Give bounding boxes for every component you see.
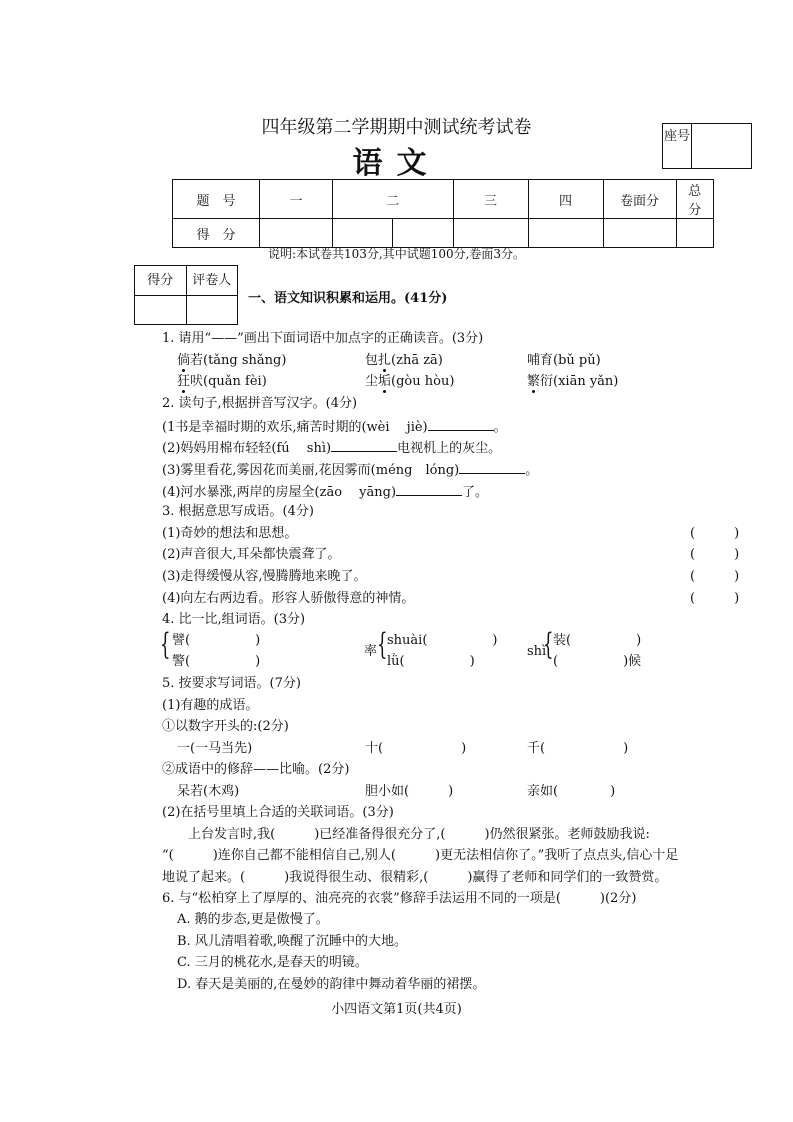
q3-line: (4)向左右两边看。形容人骄傲得意的神情。 (162, 591, 415, 606)
score-row-label: 得 分 (173, 219, 260, 248)
score-cell[interactable] (453, 219, 528, 248)
q2-line-text: (2)妈妈用棉布轻轻(fú shì) (162, 441, 332, 456)
q5-item[interactable]: 千( ) (527, 741, 629, 756)
q6-option-b[interactable]: B. 风儿清唱着歌,唤醒了沉睡中的大地。 (177, 934, 407, 949)
q1-item (365, 373, 454, 391)
q4-word[interactable]: 警( ) (172, 654, 261, 669)
q4-word[interactable]: ( )候 (553, 654, 642, 669)
score-cell[interactable] (333, 219, 393, 248)
answer-paren[interactable]: ( ) (690, 526, 740, 541)
section-1-title: 一、语文知识积累和运用。(41分) (248, 291, 448, 306)
q6-option-c[interactable]: C. 三月的桃花水,是春天的明镜。 (177, 955, 368, 970)
q5-paragraph-line: 地说了起来。( )我说得很生动、很精彩,( )赢得了老师和同学们的一致赞赏。 (162, 870, 668, 885)
dotted-char: 狂 (177, 374, 191, 389)
grader-score-label: 得分 (147, 273, 174, 288)
q5-item: 一(一马当先) (177, 741, 253, 756)
score-header-cell: 卷面分 (603, 180, 676, 219)
score-cell[interactable] (528, 219, 603, 248)
q5-sub: ②成语中的修辞——比喻。(2分) (162, 762, 350, 777)
q4-word[interactable]: 装( ) (553, 633, 642, 648)
dotted-char: 倘 (177, 353, 191, 368)
grader-box (134, 265, 238, 325)
exam-title: 四年级第二学期期中测试统考试卷 (261, 117, 532, 138)
score-cell[interactable] (676, 219, 713, 248)
brace-icon: { (377, 627, 388, 662)
answer-blank[interactable] (428, 417, 494, 431)
q1-item-rest: bǔ pǔ) (558, 353, 601, 368)
score-header-cell: 总 分 (676, 180, 713, 219)
seat-label: 座号 (663, 124, 692, 168)
score-header-cell: 一 (260, 180, 333, 219)
q1-item-rest: (gòu hòu) (391, 374, 455, 389)
dotted-char: 扎 (378, 353, 392, 368)
q5-sub: (1)有趣的成语。 (162, 698, 259, 713)
q1-item-pre: 哺育( (527, 353, 559, 368)
dotted-char: 繁 (527, 374, 541, 389)
q2-line (162, 460, 538, 480)
subject-title: 语文 (352, 146, 441, 181)
q1-item (527, 352, 601, 370)
answer-paren[interactable]: ( ) (690, 547, 740, 562)
score-cell[interactable] (603, 219, 676, 248)
q1-item (527, 373, 618, 391)
q2-line-end: 了。 (462, 485, 489, 500)
q1-item (365, 352, 443, 370)
page-footer: 小四语文第1页(共4页) (331, 1002, 462, 1017)
q2-line-end: 。 (525, 463, 539, 478)
grader-score-field[interactable] (135, 296, 186, 325)
q1-item-rest: (zhā zā) (391, 353, 443, 368)
q2-line-text: (4)河水暴涨,两岸的房屋全(zāo yāng) (162, 485, 397, 500)
q2-line (162, 482, 488, 502)
q2-line (162, 438, 501, 458)
q2-line-end: 电视机上的灰尘。 (397, 441, 502, 456)
q3-line: (2)声音很大,耳朵都快震聋了。 (162, 547, 341, 562)
q1-item-rest: 衍(xiān yǎn) (540, 374, 619, 389)
grader-name-field[interactable] (186, 296, 238, 325)
dotted-char: 垢 (378, 374, 392, 389)
grader-name-label: 评卷人 (186, 266, 238, 295)
q1-title: 1. 请用“——”画出下面词语中加点字的正确读音。(3分) (162, 331, 484, 346)
q2-line-text: (3)雾里看花,雾因花而美丽,花因雾而(méng lóng) (162, 463, 460, 478)
score-cell[interactable] (393, 219, 453, 248)
q5-item[interactable]: 胆小如( ) (365, 784, 454, 799)
q1-item-pre: 包 (365, 353, 379, 368)
q5-paragraph-line: “( )连你自己都不能相信自己,别人( )更无法相信你了。”我听了点点头,信心十足 (162, 848, 679, 863)
q1-item-pre: 尘 (365, 374, 379, 389)
q6-option-a[interactable]: A. 鹅的步态,更是傲慢了。 (177, 912, 329, 927)
q1-item-rest: 吠(quǎn fèi) (190, 374, 267, 389)
q4-pinyin: shì (527, 644, 547, 659)
answer-paren[interactable]: ( ) (690, 591, 740, 606)
q2-line-text: (1书是幸福时期的欢乐,痛苦时期的(wèi jiè) (162, 420, 428, 435)
score-cell[interactable] (260, 219, 333, 248)
exam-note: 说明:本试卷共103分,其中试题100分,卷面3分。 (267, 247, 526, 261)
brace-icon: { (543, 627, 554, 662)
q3-line: (1)奇妙的想法和思想。 (162, 526, 298, 541)
q2-line-end: 。 (493, 420, 507, 435)
q1-item (177, 352, 286, 370)
seat-number-field[interactable] (692, 124, 751, 168)
answer-paren[interactable]: ( ) (690, 569, 740, 584)
q5-title: 5. 按要求写词语。(7分) (162, 676, 301, 691)
q5-item[interactable]: 亲如( ) (527, 784, 616, 799)
q6-title: 6. 与“松柏穿上了厚厚的、油亮亮的衣裳”修辞手法运用不同的一项是( )(2分) (162, 891, 637, 906)
score-header-cell: 四 (528, 180, 603, 219)
q2-line (162, 417, 507, 437)
brace-icon: { (160, 627, 171, 662)
score-table (172, 179, 714, 248)
q3-line: (3)走得缓慢从容,慢腾腾地来晚了。 (162, 569, 367, 584)
answer-blank[interactable] (459, 460, 525, 474)
q4-char: 率 (364, 644, 378, 659)
score-header-cell: 二 (333, 180, 454, 219)
q4-word[interactable]: 譬( ) (172, 633, 261, 648)
answer-blank[interactable] (331, 438, 397, 452)
q5-item[interactable]: 十( ) (365, 741, 467, 756)
q2-title: 2. 读句子,根据拼音写汉字。(4分) (162, 396, 358, 411)
q1-item (177, 373, 267, 391)
q5-item: 呆若(木鸡) (177, 784, 240, 799)
q6-option-d[interactable]: D. 春天是美丽的,在曼妙的韵律中舞动着华丽的裙摆。 (177, 977, 486, 992)
q4-word[interactable]: lǜ( ) (387, 654, 475, 669)
q5-sub: (2)在括号里填上合适的关联词语。(3分) (162, 805, 394, 820)
q3-title: 3. 根据意思写成语。(4分) (162, 504, 314, 519)
q4-word[interactable]: shuài( ) (387, 633, 498, 648)
score-header-cell: 题 号 (173, 180, 260, 219)
score-header-cell: 三 (453, 180, 528, 219)
q5-sub: ①以数字开头的:(2分) (162, 719, 289, 734)
seat-number-box (662, 123, 752, 169)
q5-paragraph-line: 上台发言时,我( )已经准备得很充分了,( )仍然很紧张。老师鼓励我说: (162, 827, 650, 842)
answer-blank[interactable] (396, 482, 462, 496)
q4-title: 4. 比一比,组词语。(3分) (162, 612, 306, 627)
q1-item-rest: 若(tǎng shǎng) (190, 353, 287, 368)
